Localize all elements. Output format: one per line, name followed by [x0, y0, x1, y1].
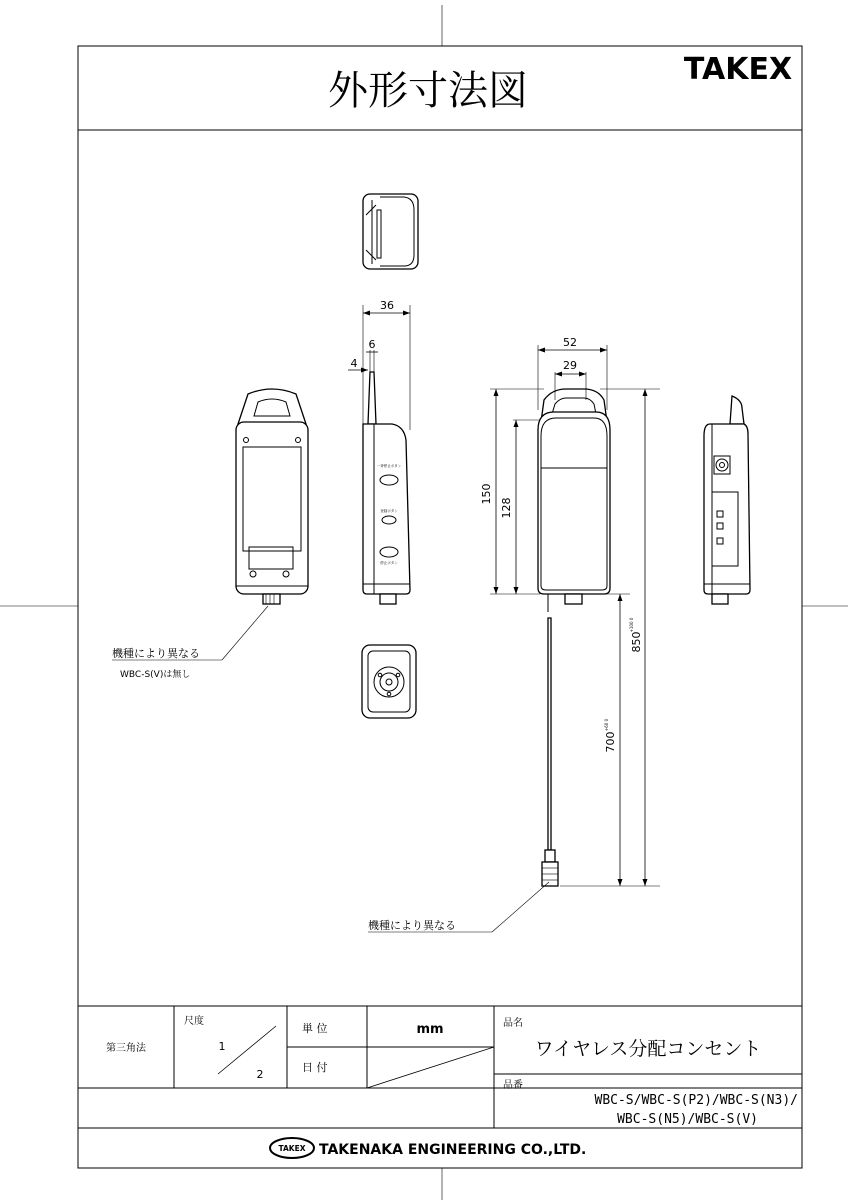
company-name: TAKENAKA ENGINEERING CO.,LTD. — [319, 1142, 587, 1158]
dim-body-height: 128 — [500, 497, 513, 519]
scale-label: 尺度 — [184, 1016, 204, 1027]
projection-label: 第三角法 — [106, 1043, 146, 1054]
dim-overall-height: 150 — [480, 483, 493, 505]
dim-cable-length-tol: +60 0 — [604, 718, 609, 732]
side-view — [363, 372, 410, 604]
dim-wall-offset: 4 — [350, 357, 358, 370]
bottom-view — [362, 645, 416, 718]
note-varies-left: 機種により異なる — [112, 647, 200, 660]
svg-text:登録ボタン: 登録ボタン — [380, 509, 398, 513]
front-view — [538, 389, 610, 886]
note-varies-bottom: 機種により異なる — [368, 919, 456, 932]
dim-cable-total-tol: +100 0 — [629, 617, 634, 633]
sheet-border — [78, 46, 802, 1168]
product-name: ワイヤレス分配コンセント — [534, 1038, 762, 1060]
model-line-1: WBC-S/WBC-S(P2)/WBC-S(N3)/ — [594, 1093, 798, 1108]
svg-text:一斉停止ボタン: 一斉停止ボタン — [376, 464, 402, 468]
dim-front-width: 52 — [563, 336, 577, 349]
dim-cable-total: 850 — [630, 631, 643, 653]
top-view — [363, 194, 418, 269]
svg-text:停止ボタン: 停止ボタン — [380, 561, 398, 565]
note-no-connector: WBC-S(V)は無し — [120, 670, 191, 680]
back-view — [236, 389, 308, 604]
scale-numerator: 1 — [218, 1040, 226, 1053]
product-name-label: 品名 — [503, 1018, 523, 1029]
scale-denominator: 2 — [256, 1068, 264, 1081]
takex-logo: TAKEX — [683, 52, 793, 87]
date-label: 日 付 — [302, 1061, 328, 1074]
sheet-title: 外形寸法図 — [328, 68, 528, 114]
right-side-view — [704, 396, 750, 604]
unit-value: mm — [416, 1022, 444, 1037]
unit-label: 単 位 — [302, 1022, 328, 1035]
dim-antenna-offset: 6 — [368, 338, 376, 351]
dim-cable-length: 700 — [604, 731, 617, 753]
dim-side-width: 36 — [380, 299, 394, 312]
company-logo-text: TAKEX — [278, 1144, 306, 1153]
dim-handle-width: 29 — [563, 359, 577, 372]
model-label: 品番 — [503, 1080, 523, 1091]
model-line-2: WBC-S(N5)/WBC-S(V) — [617, 1112, 758, 1127]
